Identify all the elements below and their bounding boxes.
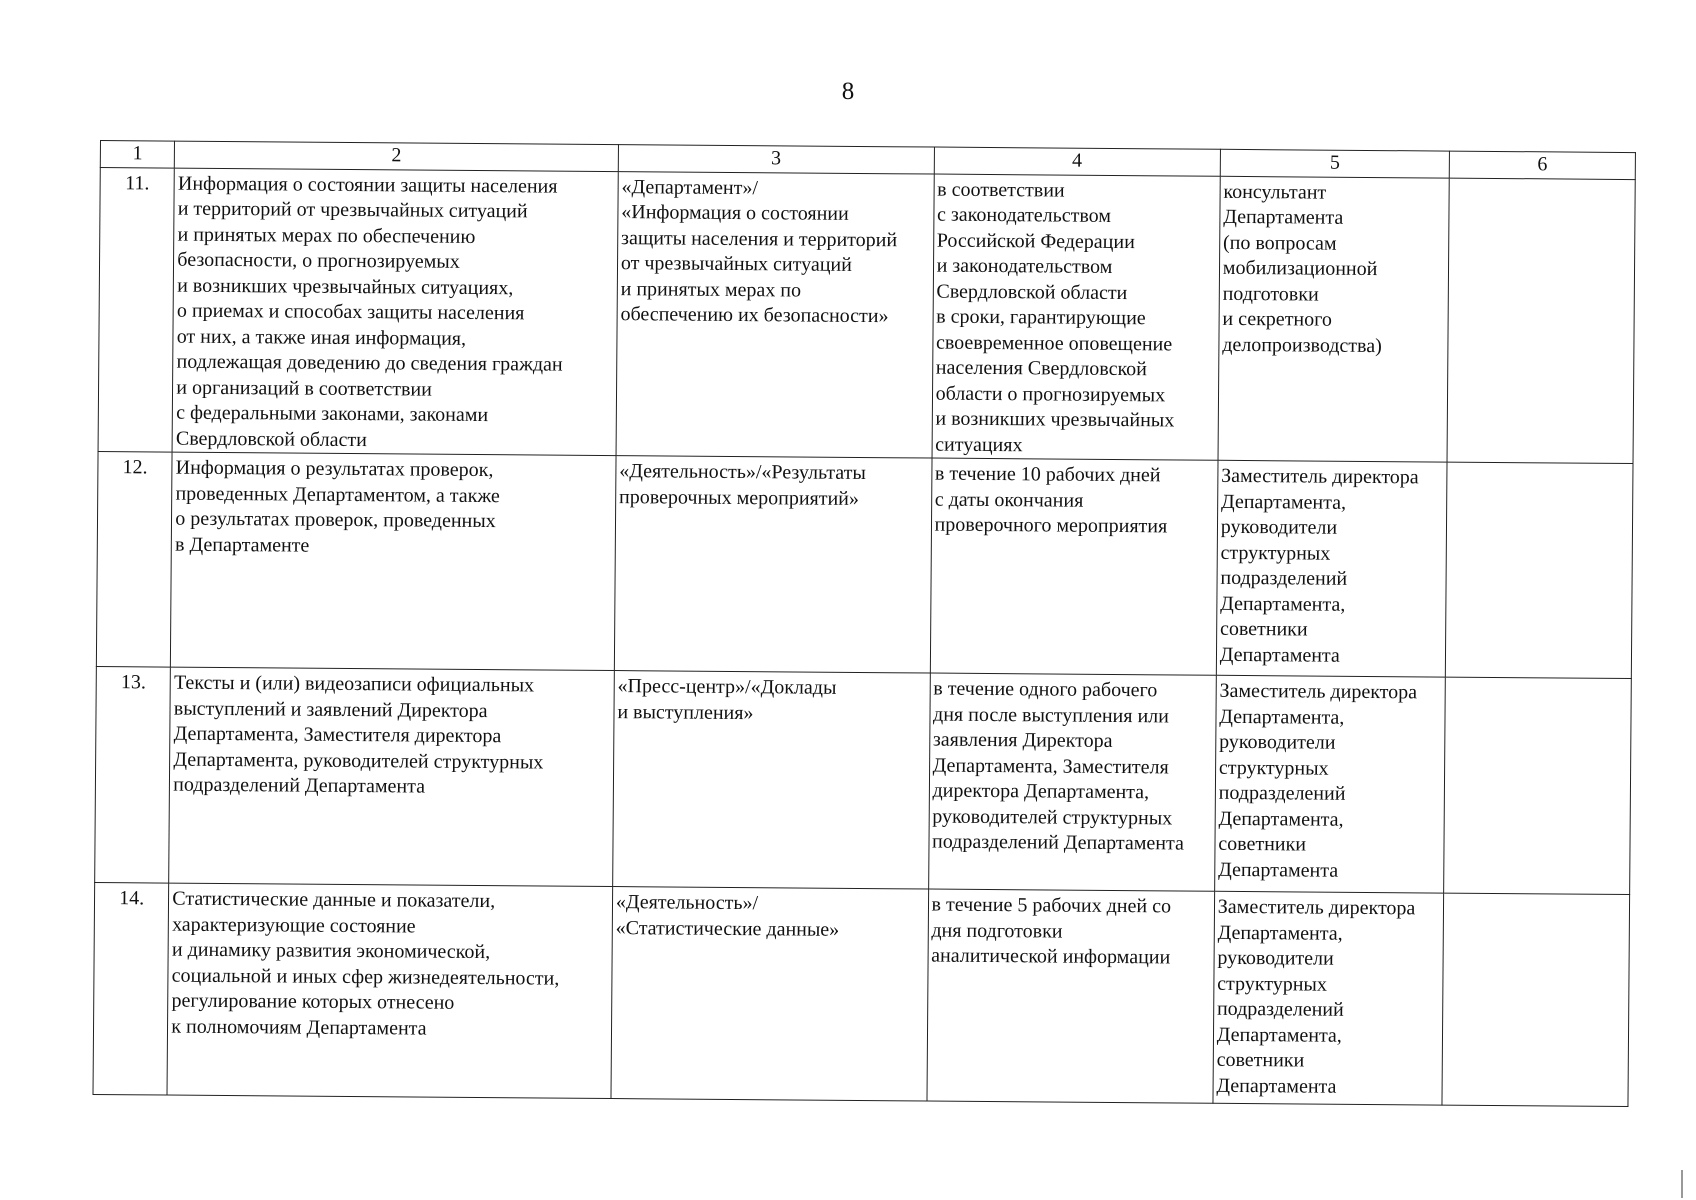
table-row	[93, 882, 1630, 1106]
row-number-cell: 14.	[93, 882, 169, 1095]
scan-edge-mark	[1681, 1170, 1683, 1198]
deadline-cell: в течение одного рабочего дня после выступления или заявления Директора Департамента, Заместителя директора Департамента, руководителей структурных подразделений Департамента	[928, 673, 1216, 891]
responsible-cell: Заместитель директора Департамента, руководители структурных подразделений Департамента, советники Департамента	[1214, 675, 1445, 893]
information-cell: Тексты и (или) видеозаписи официальных выступлений и заявлений Директора Департамента, Заместителя директора Департамента, руководителей структурных подразделений Департамента	[169, 667, 614, 886]
column-header: 5	[1220, 149, 1450, 177]
deadline-cell: в течение 10 рабочих дней с даты окончания проверочного мероприятия	[930, 458, 1218, 675]
note-cell	[1444, 677, 1631, 894]
document-sheet	[92, 140, 1635, 1107]
row-number-cell: 12.	[96, 451, 172, 667]
information-cell: Статистические данные и показатели, характеризующие состояние и динамику развития экономической, социальной и иных сфер жизнедеятельности, регулирование которых отнесено к полномочиям Департамента	[167, 883, 612, 1098]
table-row	[95, 666, 1632, 894]
column-header: 1	[100, 141, 174, 168]
table-row	[96, 451, 1633, 678]
responsible-cell: консультант Департамента (по вопросам мобилизационной подготовки и секретного делопроизводства)	[1218, 176, 1450, 462]
note-cell	[1446, 462, 1633, 678]
table-body	[93, 167, 1635, 1107]
column-header: 4	[934, 147, 1220, 176]
note-cell	[1447, 178, 1635, 464]
site-section-cell: «Департамент»/ «Информация о состоянии защиты населения и территорий от чрезвычайных ситуаций и принятых мерах по обеспечению их безопасности»	[616, 171, 934, 458]
information-cell: Информация о состоянии защиты населения и территорий от чрезвычайных ситуаций и принятых мерах по обеспечению безопасности, о прогнозируемых и возникших чрезвычайных ситуациях, о приемах и способах защиты населения от них, а также иная информация, подлежащая доведению до сведения граждан и организаций в соответствии с федеральными законами, законами Свердловской области	[172, 168, 618, 456]
responsible-cell: Заместитель директора Департамента, руководители структурных подразделений Департамента, советники Департамента	[1216, 460, 1447, 677]
information-cell: Информация о результатах проверок, проведенных Департаментом, а также о результатах проверок, проведенных в Департаменте	[171, 452, 616, 670]
page-number: 8	[841, 78, 855, 105]
column-header: 3	[618, 145, 934, 174]
deadline-cell: в течение 5 рабочих дней со дня подготовки аналитической информации	[927, 889, 1215, 1103]
site-section-cell: «Деятельность»/ «Статистические данные»	[611, 887, 928, 1101]
row-number-cell: 13.	[95, 666, 171, 883]
deadline-cell: в соответствии с законодательством Российской Федерации и законодательством Свердловской области в сроки, гарантирующие своевременное оповещение населения Свердловской области о прогнозируемых и возникших чрезвычайных ситуациях	[932, 174, 1220, 461]
row-number-cell: 11.	[98, 167, 175, 452]
responsible-cell: Заместитель директора Департамента, руководители структурных подразделений Департамента, советники Департамента	[1213, 891, 1444, 1105]
site-section-cell: «Деятельность»/«Результаты проверочных мероприятий»	[614, 456, 931, 673]
publication-table	[92, 140, 1635, 1107]
column-header: 6	[1449, 151, 1635, 179]
table-row	[98, 167, 1635, 464]
note-cell	[1442, 893, 1629, 1106]
site-section-cell: «Пресс-центр»/«Доклады и выступления»	[612, 671, 929, 889]
column-header: 2	[175, 141, 619, 171]
